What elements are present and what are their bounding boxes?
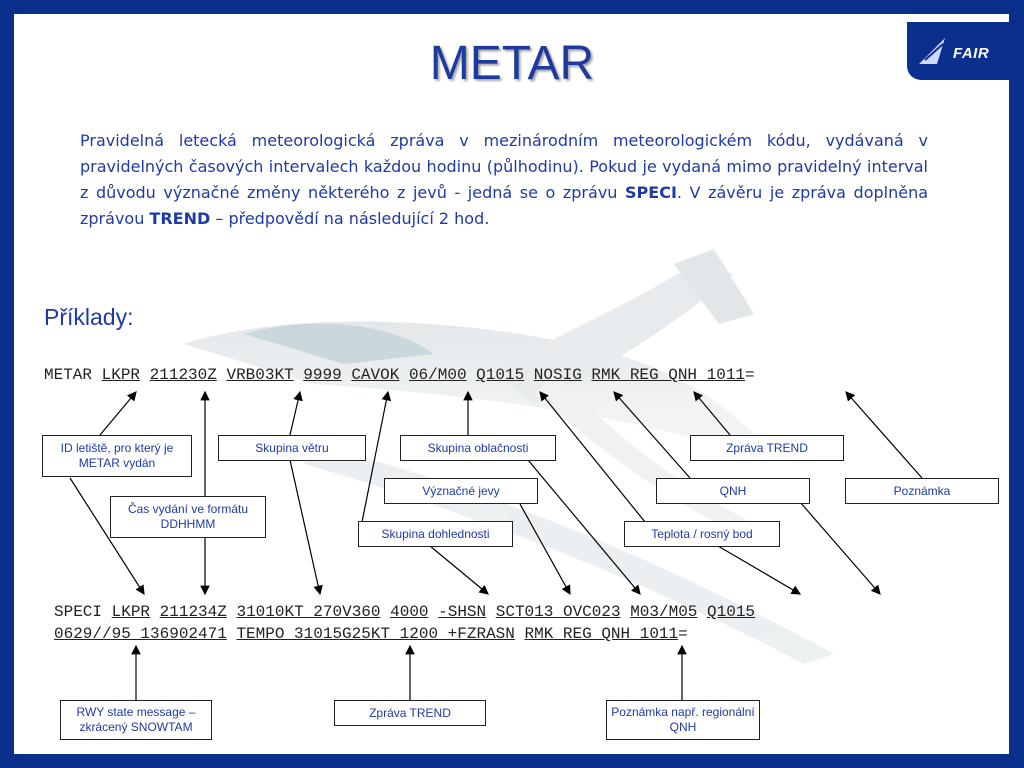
label-rwy-state: RWY state message – zkrácený SNOWTAM <box>60 700 212 740</box>
metar-token: 211230Z <box>149 366 217 384</box>
label-remark: Poznámka <box>845 478 999 504</box>
speci-token: 4000 <box>390 603 429 621</box>
metar-token: LKPR <box>101 366 141 384</box>
speci-token: RMK REG QNH 1011 <box>524 625 679 643</box>
intro-text-2: . V závěru je zpráva doplněna zprávou <box>80 183 929 228</box>
arrow-airport-id <box>100 392 136 435</box>
arrow-speci-temp <box>718 546 800 594</box>
label-remark-regional: Poznámka např. regionální QNH <box>606 700 760 740</box>
arrow-speci-visibility <box>430 546 488 594</box>
speci-token: M03/M05 <box>630 603 698 621</box>
logo-text: FAIR <box>953 45 990 62</box>
metar-token: Q1015 <box>476 366 525 384</box>
metar-prefix: METAR <box>44 366 93 384</box>
arrow-speci-qnh <box>800 502 880 594</box>
arrow-speci-weather <box>520 504 570 594</box>
page-title: METAR <box>429 37 595 90</box>
metar-token: 9999 <box>303 366 342 384</box>
label-issue-time: Čas vydání ve formátu DDHHMM <box>110 496 266 538</box>
speci-token: -SHSN <box>438 603 487 621</box>
arrow-remark <box>846 392 922 478</box>
intro-text-1: Pravidelná letecká meteorologická zpráva v mezinárodním meteorologickém kódu, vydávaná v pravidelných časových intervalech každou hodinu (půlhodinu). Pokud je vydaná mimo pravidelný interval z důvodu význačné změny některého z jevů - jedná se o zprávu <box>80 131 928 202</box>
speci-token: Q1015 <box>707 603 756 621</box>
speci-token: 31010KT 270V360 <box>236 603 381 621</box>
metar-token: NOSIG <box>533 366 582 384</box>
intro-text-3: – předpovědí na následující 2 hod. <box>210 209 490 228</box>
examples-heading: Příklady: <box>44 304 134 330</box>
arrow-speci-wind <box>290 460 320 594</box>
speci-prefix: SPECI <box>54 603 103 621</box>
speci-token: SCT013 OVC023 <box>495 603 621 621</box>
label-wind: Skupina větru <box>218 435 366 461</box>
label-airport-id: ID letiště, pro který je METAR vydán <box>42 435 192 477</box>
metar-suffix: = <box>745 366 755 384</box>
label-temp-dew: Teplota / rosný bod <box>624 521 780 547</box>
label-visibility: Skupina dohlednosti <box>358 521 513 547</box>
arrow-trend-top <box>694 392 730 435</box>
metar-token: RMK REG QNH 1011 <box>591 366 746 384</box>
speci-token: LKPR <box>111 603 151 621</box>
arrow-wind <box>290 392 300 435</box>
speci-suffix: = <box>678 625 688 643</box>
label-cloud: Skupina oblačnosti <box>400 435 556 461</box>
speci-token: 211234Z <box>159 603 227 621</box>
intro-bold-speci: SPECI <box>625 183 677 202</box>
label-qnh: QNH <box>656 478 810 504</box>
metar-token: VRB03KT <box>226 366 294 384</box>
metar-token: 06/M00 <box>408 366 467 384</box>
intro-bold-trend: TREND <box>149 209 211 228</box>
label-trend-bottom: Zpráva TREND <box>334 700 486 726</box>
speci-token: 0629//95 136902471 <box>54 625 227 643</box>
metar-token: CAVOK <box>351 366 400 384</box>
label-trend-top: Zpráva TREND <box>690 435 844 461</box>
arrow-qnh <box>614 392 690 478</box>
label-significant-weather: Význačné jevy <box>384 478 538 504</box>
speci-token: TEMPO 31015G25KT 1200 +FZRASN <box>236 625 515 643</box>
